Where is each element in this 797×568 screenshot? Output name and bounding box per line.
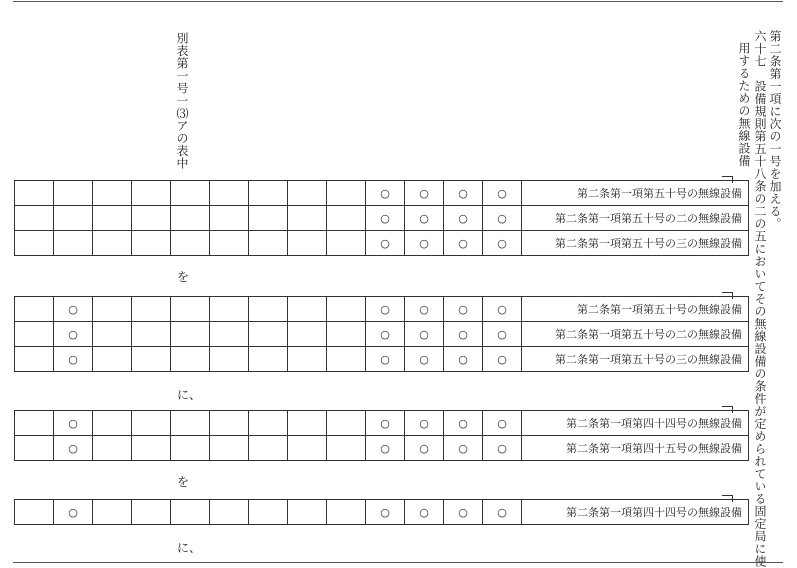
connector-ni: に、	[177, 541, 202, 555]
table-row	[15, 411, 749, 436]
empty-cell	[288, 500, 327, 525]
empty-cell	[171, 500, 210, 525]
empty-cell	[288, 322, 327, 347]
circle-mark-cell: ○	[366, 206, 405, 231]
empty-cell	[93, 347, 132, 372]
empty-cell	[327, 206, 366, 231]
empty-cell	[210, 411, 249, 436]
empty-cell	[171, 411, 210, 436]
empty-cell	[327, 436, 366, 461]
circle-mark-cell: ○	[366, 231, 405, 256]
empty-cell	[15, 500, 54, 525]
empty-cell	[210, 347, 249, 372]
circle-mark-cell: ○	[444, 231, 483, 256]
connector-wo: を	[177, 270, 190, 284]
circle-mark-cell: ○	[366, 436, 405, 461]
circle-mark-cell: ○	[444, 436, 483, 461]
empty-cell	[288, 231, 327, 256]
item-67-text-continued: 用するための無線設備	[737, 42, 751, 167]
circle-mark-cell: ○	[483, 231, 522, 256]
empty-cell	[249, 206, 288, 231]
circle-mark-cell: ○	[405, 500, 444, 525]
empty-cell	[210, 500, 249, 525]
equipment-table-3	[14, 410, 749, 461]
circle-mark-cell: ○	[483, 297, 522, 322]
empty-cell	[15, 297, 54, 322]
empty-cell	[171, 297, 210, 322]
empty-cell	[327, 322, 366, 347]
circle-mark-cell: ○	[444, 322, 483, 347]
empty-cell	[249, 231, 288, 256]
equipment-label-cell: 第二条第一項第五十号の無線設備	[522, 297, 749, 322]
circle-mark-cell: ○	[405, 231, 444, 256]
circle-mark-cell: ○	[366, 322, 405, 347]
empty-cell	[171, 322, 210, 347]
circle-mark-cell: ○	[483, 322, 522, 347]
circle-mark-cell: ○	[366, 297, 405, 322]
empty-cell	[132, 500, 171, 525]
circle-mark-cell: ○	[483, 500, 522, 525]
table-row	[15, 347, 749, 372]
empty-cell	[327, 297, 366, 322]
equipment-label-cell: 第二条第一項第四十四号の無線設備	[522, 500, 749, 525]
empty-cell	[327, 347, 366, 372]
empty-cell	[15, 347, 54, 372]
empty-cell	[93, 322, 132, 347]
empty-cell	[15, 181, 54, 206]
circle-mark-cell: ○	[483, 347, 522, 372]
circle-mark-cell: ○	[54, 297, 93, 322]
empty-cell	[132, 297, 171, 322]
empty-cell	[15, 206, 54, 231]
circle-mark-cell: ○	[54, 500, 93, 525]
equipment-label-cell: 第二条第一項第五十号の二の無線設備	[522, 322, 749, 347]
equipment-table-1	[14, 180, 749, 256]
empty-cell	[171, 436, 210, 461]
empty-cell	[132, 231, 171, 256]
empty-cell	[249, 181, 288, 206]
equipment-table-2	[14, 296, 749, 372]
table-row	[15, 322, 749, 347]
empty-cell	[327, 411, 366, 436]
empty-cell	[171, 206, 210, 231]
empty-cell	[132, 181, 171, 206]
empty-cell	[132, 322, 171, 347]
empty-cell	[54, 231, 93, 256]
top-rule	[13, 1, 783, 2]
empty-cell	[249, 347, 288, 372]
circle-mark-cell: ○	[366, 411, 405, 436]
table-row	[15, 206, 749, 231]
amendment-instruction: 第二条第一項に次の一号を加える。	[768, 30, 782, 230]
empty-cell	[210, 436, 249, 461]
empty-cell	[93, 181, 132, 206]
circle-mark-cell: ○	[444, 206, 483, 231]
empty-cell	[210, 181, 249, 206]
empty-cell	[171, 347, 210, 372]
connector-wo: を	[177, 475, 190, 489]
equipment-label-cell: 第二条第一項第五十号の三の無線設備	[522, 231, 749, 256]
circle-mark-cell: ○	[405, 322, 444, 347]
circle-mark-cell: ○	[444, 347, 483, 372]
empty-cell	[54, 206, 93, 231]
equipment-label-cell: 第二条第一項第五十号の三の無線設備	[522, 347, 749, 372]
equipment-label-cell: 第二条第一項第五十号の二の無線設備	[522, 206, 749, 231]
empty-cell	[132, 347, 171, 372]
circle-mark-cell: ○	[54, 347, 93, 372]
empty-cell	[93, 231, 132, 256]
circle-mark-cell: ○	[483, 181, 522, 206]
empty-cell	[249, 297, 288, 322]
empty-cell	[54, 181, 93, 206]
empty-cell	[93, 500, 132, 525]
empty-cell	[327, 231, 366, 256]
empty-cell	[132, 436, 171, 461]
table-row	[15, 500, 749, 525]
table-row	[15, 436, 749, 461]
circle-mark-cell: ○	[366, 500, 405, 525]
empty-cell	[15, 411, 54, 436]
table-row	[15, 181, 749, 206]
empty-cell	[15, 231, 54, 256]
empty-cell	[210, 206, 249, 231]
empty-cell	[15, 322, 54, 347]
circle-mark-cell: ○	[444, 500, 483, 525]
item-67-text: 六十七 設備規則第五十八条の二の五においてその無線設備の条件が定められている固定局に使	[753, 30, 767, 568]
circle-mark-cell: ○	[405, 436, 444, 461]
empty-cell	[249, 436, 288, 461]
circle-mark-cell: ○	[366, 181, 405, 206]
empty-cell	[249, 500, 288, 525]
equipment-label-cell: 第二条第一項第四十五号の無線設備	[522, 436, 749, 461]
table-row	[15, 297, 749, 322]
circle-mark-cell: ○	[483, 436, 522, 461]
empty-cell	[288, 206, 327, 231]
empty-cell	[288, 181, 327, 206]
empty-cell	[327, 181, 366, 206]
circle-mark-cell: ○	[405, 297, 444, 322]
equipment-label-cell: 第二条第一項第四十四号の無線設備	[522, 411, 749, 436]
empty-cell	[249, 322, 288, 347]
circle-mark-cell: ○	[405, 411, 444, 436]
circle-mark-cell: ○	[405, 347, 444, 372]
empty-cell	[327, 500, 366, 525]
empty-cell	[171, 181, 210, 206]
bottom-rule	[13, 562, 783, 563]
table-row	[15, 231, 749, 256]
circle-mark-cell: ○	[54, 322, 93, 347]
connector-ni: に、	[177, 388, 202, 402]
empty-cell	[93, 206, 132, 231]
empty-cell	[210, 231, 249, 256]
empty-cell	[288, 436, 327, 461]
empty-cell	[210, 322, 249, 347]
empty-cell	[132, 411, 171, 436]
circle-mark-cell: ○	[483, 206, 522, 231]
empty-cell	[15, 436, 54, 461]
empty-cell	[249, 411, 288, 436]
empty-cell	[171, 231, 210, 256]
equipment-table-4	[14, 499, 749, 525]
circle-mark-cell: ○	[444, 411, 483, 436]
circle-mark-cell: ○	[444, 297, 483, 322]
circle-mark-cell: ○	[483, 411, 522, 436]
circle-mark-cell: ○	[444, 181, 483, 206]
circle-mark-cell: ○	[54, 411, 93, 436]
empty-cell	[93, 297, 132, 322]
empty-cell	[210, 297, 249, 322]
empty-cell	[93, 436, 132, 461]
circle-mark-cell: ○	[405, 181, 444, 206]
circle-mark-cell: ○	[54, 436, 93, 461]
table-reference: 別表第一号一⑶アの表中	[175, 32, 189, 170]
empty-cell	[93, 411, 132, 436]
circle-mark-cell: ○	[405, 206, 444, 231]
equipment-label-cell: 第二条第一項第五十号の無線設備	[522, 181, 749, 206]
empty-cell	[288, 411, 327, 436]
empty-cell	[132, 206, 171, 231]
empty-cell	[288, 297, 327, 322]
circle-mark-cell: ○	[366, 347, 405, 372]
empty-cell	[288, 347, 327, 372]
